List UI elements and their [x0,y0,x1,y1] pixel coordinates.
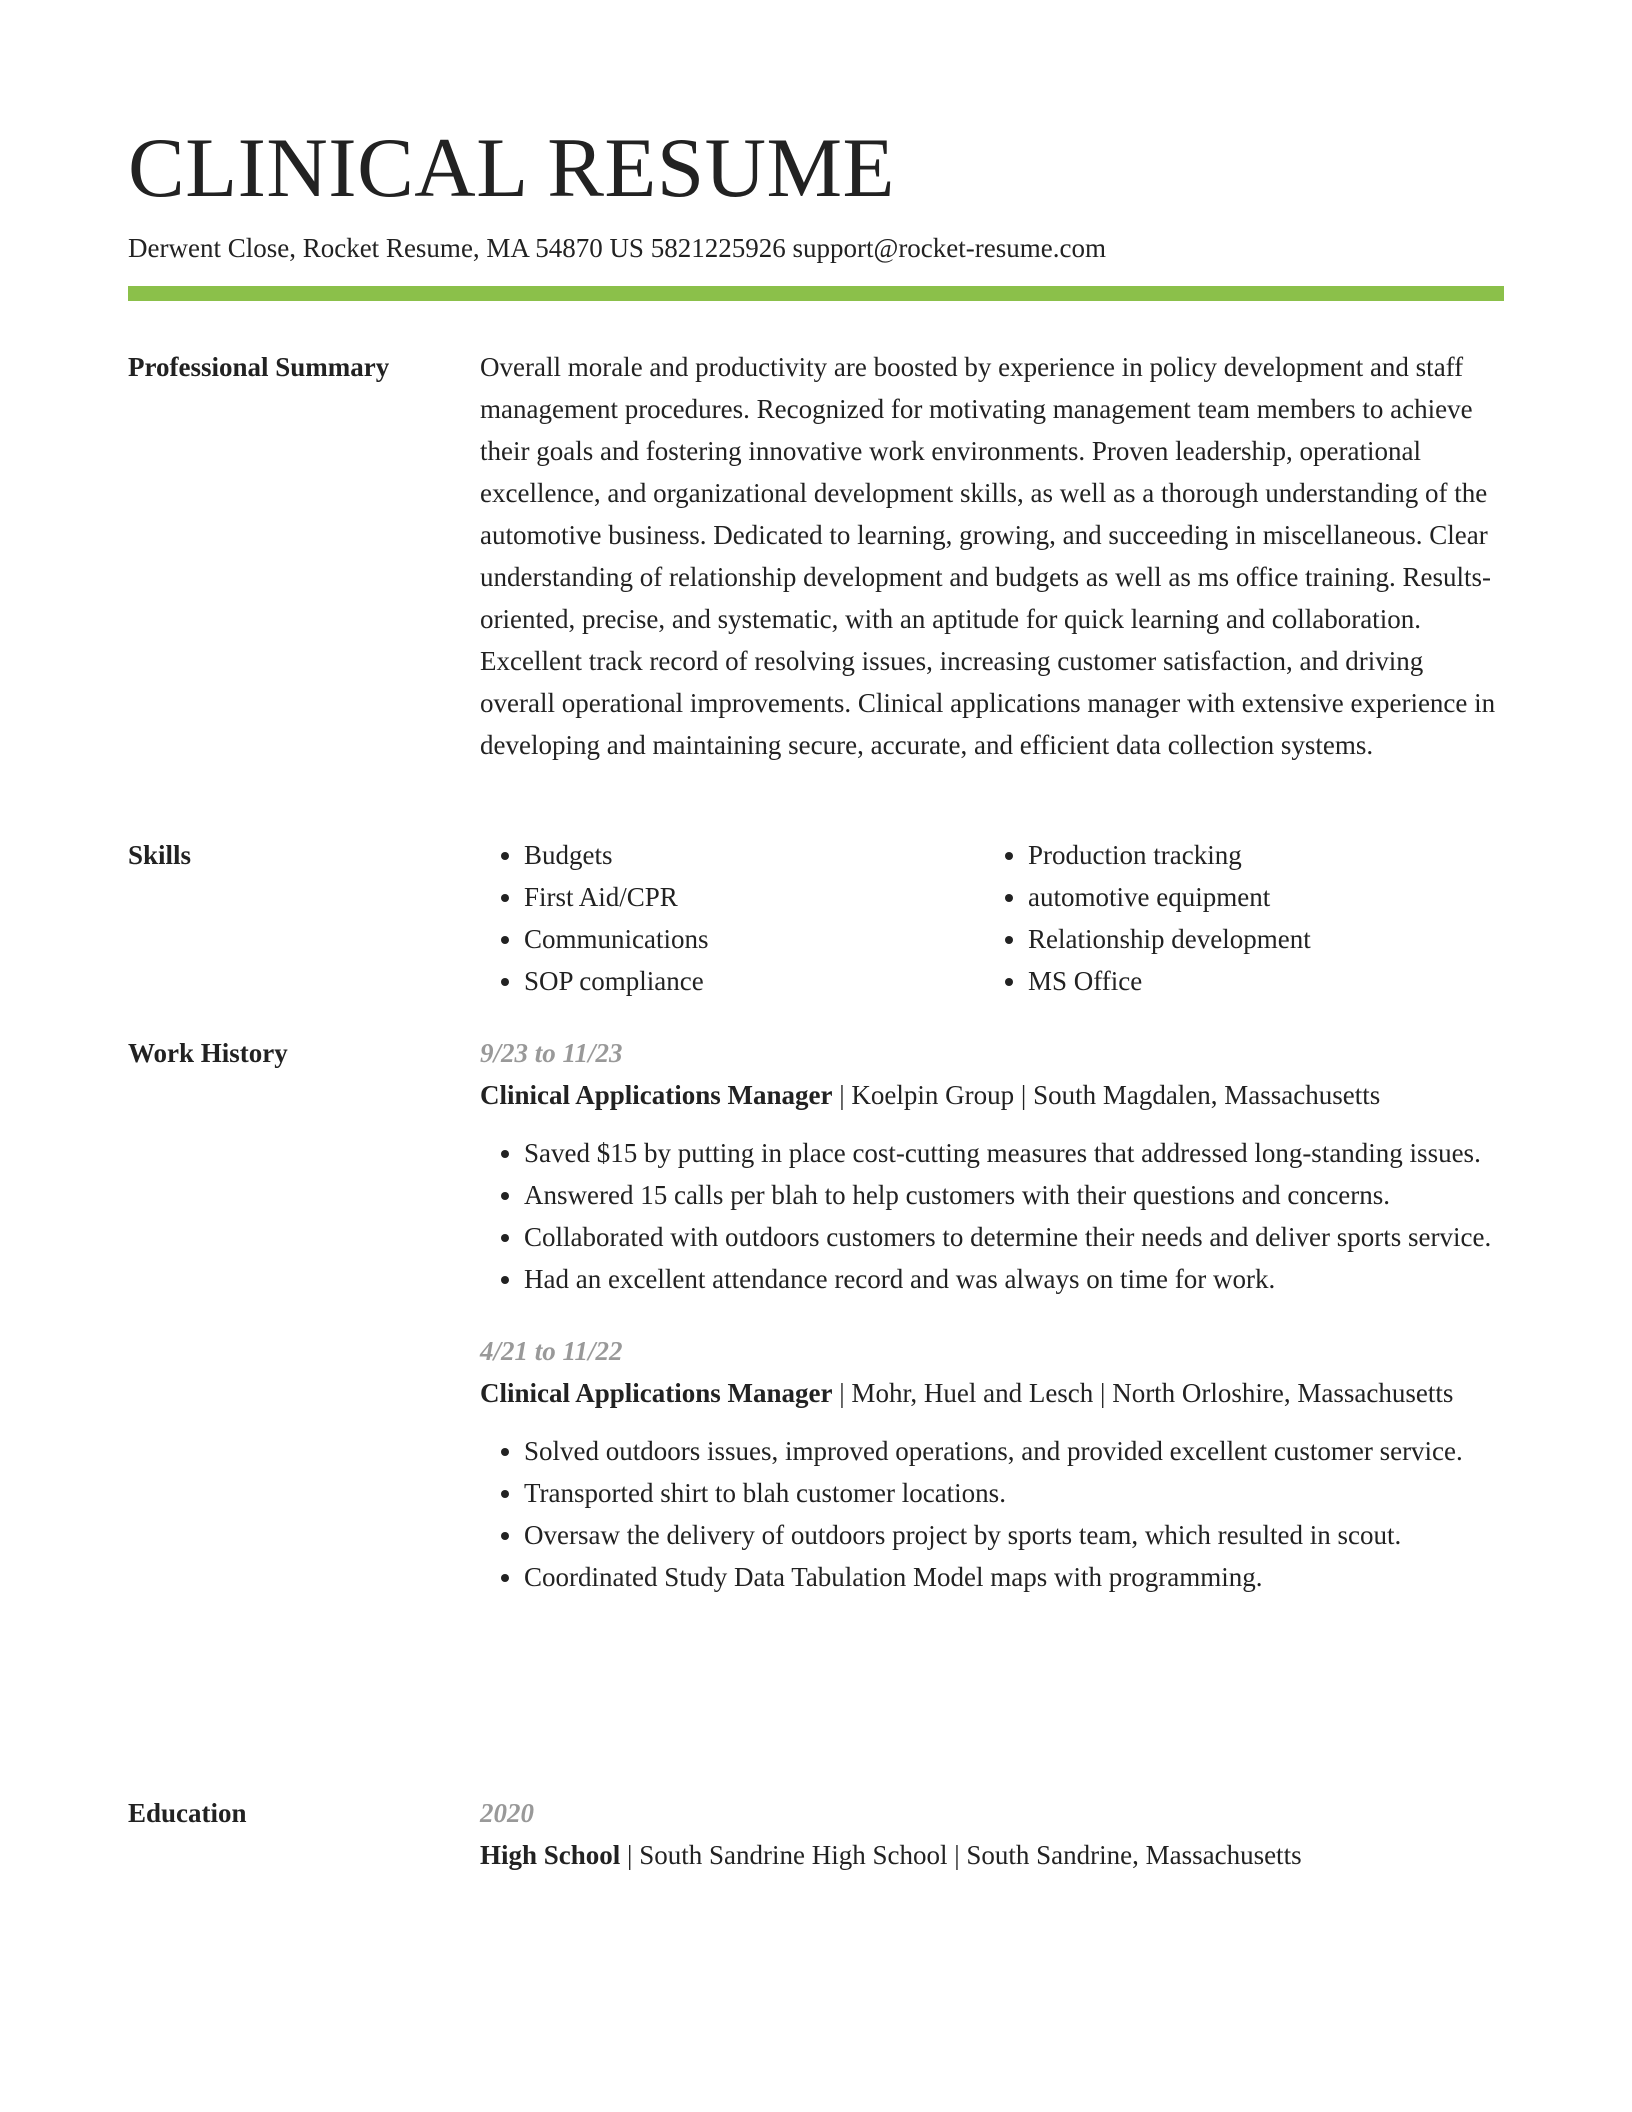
job-bullets [480,1430,1504,1598]
job-entry [480,1330,1504,1598]
job-heading [480,1372,1504,1414]
skill-item: • MS Office [1028,960,1488,1002]
education-details: | South Sandrine High School | South Sandrine, Massachusetts [620,1840,1302,1870]
skills-label: Skills [128,840,192,870]
education-body [480,1792,1504,1876]
job-bullet: • Had an excellent attendance record and was always on time for work. [524,1258,1504,1300]
education-label: Education [128,1798,247,1828]
job-bullet: • Collaborated with outdoors customers to determine their needs and deliver sports service. [524,1216,1504,1258]
skills-body [480,834,1504,1002]
summary-label: Professional Summary [128,352,390,382]
skill-item: • Relationship development [1028,918,1488,960]
job-bullet: • Coordinated Study Data Tabulation Model maps with programming. [524,1556,1504,1598]
education-heading [480,1834,1504,1876]
job-bullet: • Oversaw the delivery of outdoors project by sports team, which resulted in scout. [524,1514,1504,1556]
skills-list-right [984,834,1488,1002]
contact-info: Derwent Close, Rocket Resume, MA 54870 US 5821225926 support@rocket-resume.com [128,233,1106,263]
accent-divider [128,286,1504,301]
skills-list-left [480,834,984,1002]
job-bullet: • Answered 15 calls per blah to help customers with their questions and concerns. [524,1174,1504,1216]
job-bullets [480,1132,1504,1300]
skill-item: • First Aid/CPR [524,876,984,918]
work-history-body [480,1032,1504,1628]
skill-item: • Production tracking [1028,834,1488,876]
job-title: Clinical Applications Manager [480,1080,833,1110]
skill-item: • automotive equipment [1028,876,1488,918]
summary-body [480,346,1504,766]
job-details: | Koelpin Group | South Magdalen, Massachusetts [832,1080,1381,1110]
job-heading [480,1074,1504,1116]
job-title: Clinical Applications Manager [480,1378,833,1408]
job-details: | Mohr, Huel and Lesch | North Orloshire, Massachusetts [832,1378,1454,1408]
education-date: 2020 [480,1798,534,1828]
job-bullet: • Transported shirt to blah customer locations. [524,1472,1504,1514]
skill-item: • SOP compliance [524,960,984,1002]
job-bullet: • Solved outdoors issues, improved operations, and provided excellent customer service. [524,1430,1504,1472]
job-bullet: • Saved $15 by putting in place cost-cutting measures that addressed long-standing issues. [524,1132,1504,1174]
summary-text: Overall morale and productivity are boosted by experience in policy development and staff management procedures. Recognized for motivating management team members to achieve their goals and fostering innovative work environments. Proven leadership, operational excellence, and organizational development skills, as well as a thorough understanding of the automotive business. Dedicated to learning, growing, and succeeding in miscellaneous. Clear understanding of relationship development and budgets as well as ms office training. Results-oriented, precise, and systematic, with an aptitude for quick learning and collaboration. Excellent track record of resolving issues, increasing customer satisfaction, and driving overall operational improvements. Clinical applications manager with extensive experience in developing and maintaining secure, accurate, and efficient data collection systems. [480,352,1496,760]
work-history-label: Work History [128,1038,288,1068]
skill-item: • Budgets [524,834,984,876]
job-date: 9/23 to 11/23 [480,1038,623,1068]
resume-title: CLINICAL RESUME [128,121,895,215]
job-date: 4/21 to 11/22 [480,1336,623,1366]
education-degree: High School [480,1840,621,1870]
job-entry [480,1032,1504,1300]
skill-item: • Communications [524,918,984,960]
